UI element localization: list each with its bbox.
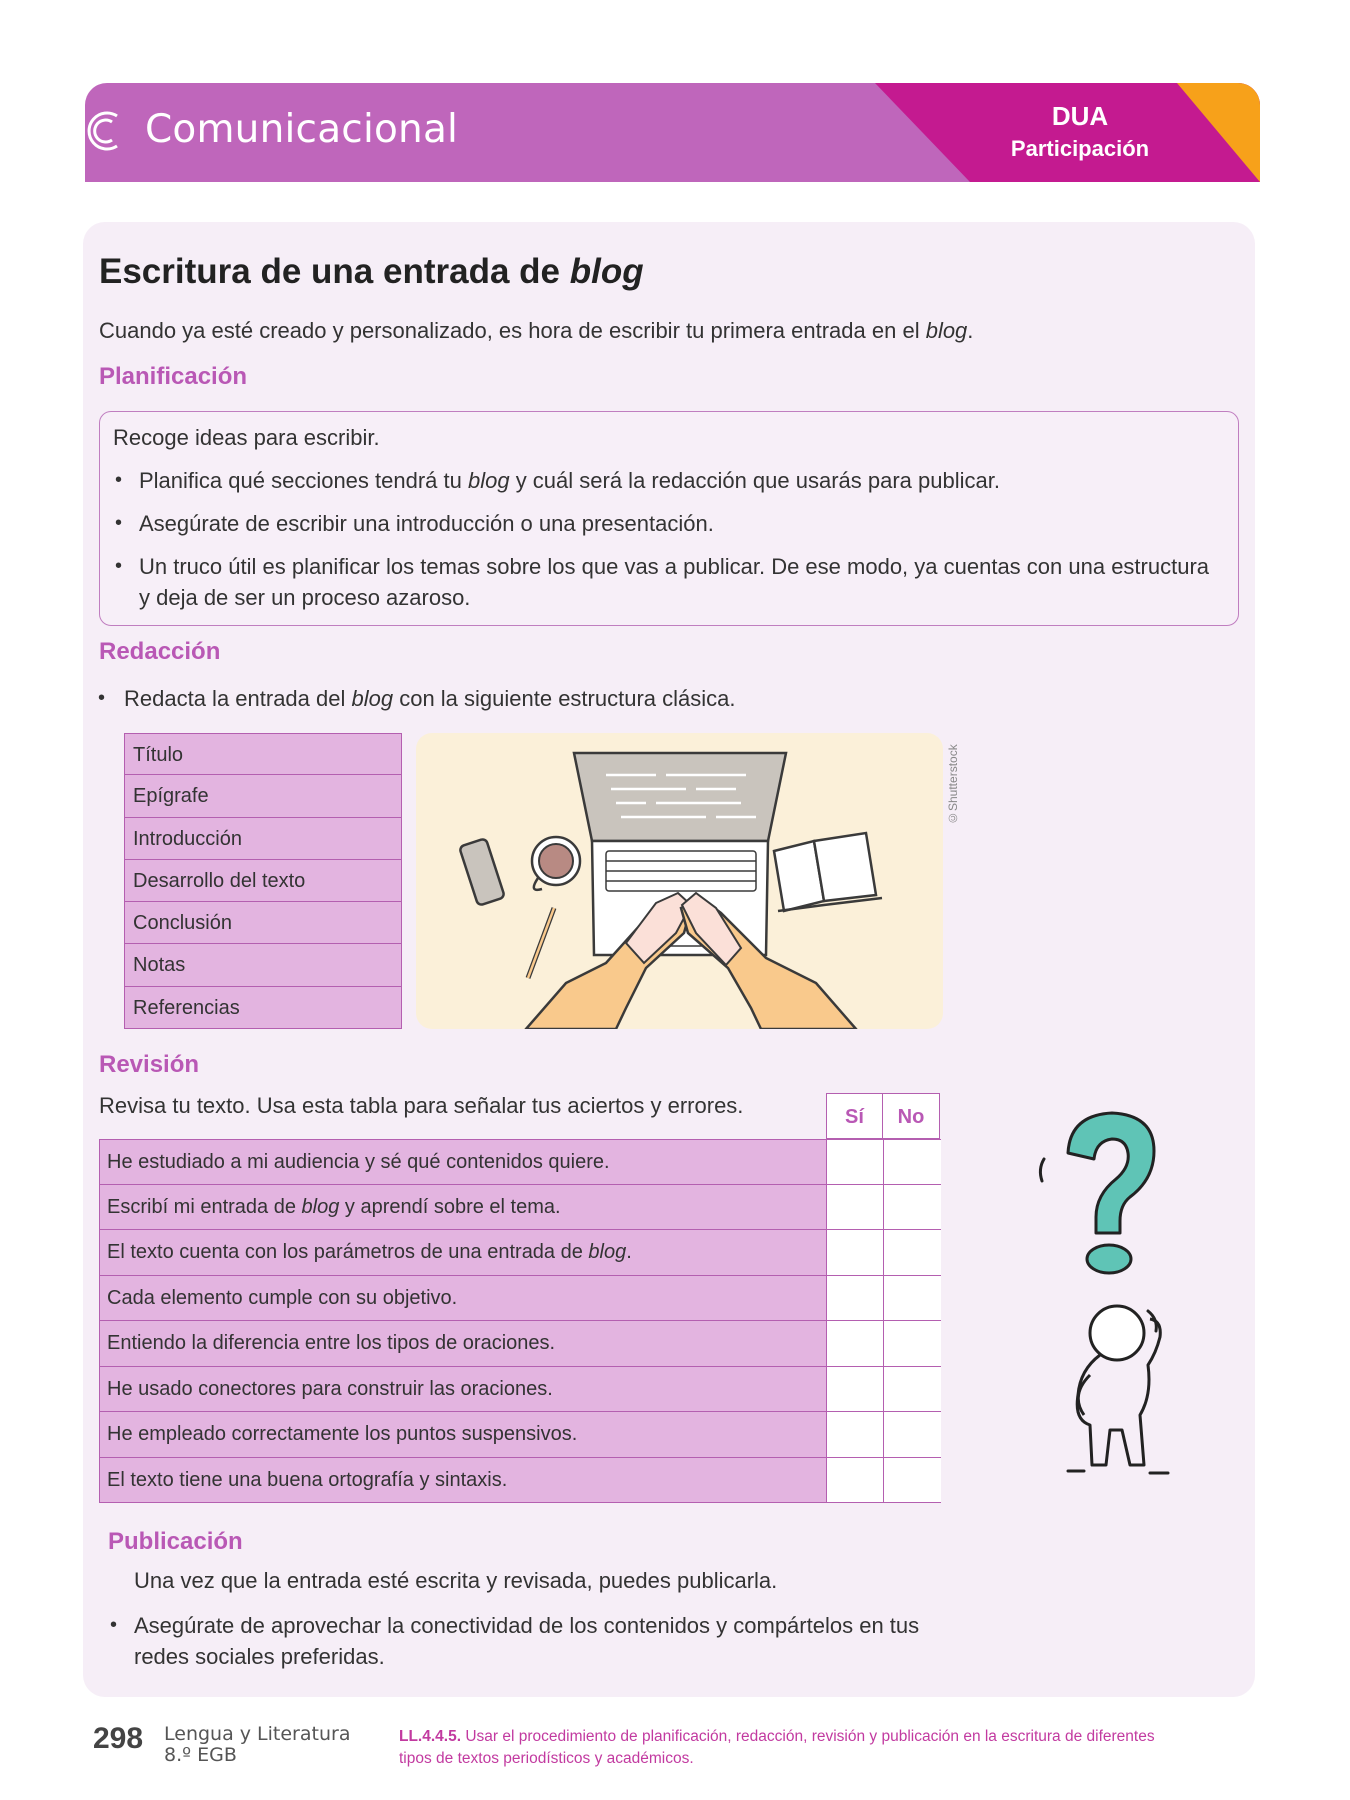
planificacion-bullet-1: • Planifica qué secciones tendrá tu blog y cuál será la redacción que usarás para publicar. bbox=[115, 468, 1000, 493]
yes-checkbox-cell[interactable] bbox=[827, 1412, 884, 1457]
heading-revision: Revisión bbox=[99, 1051, 200, 1078]
criterion-text: He estudiado a mi audiencia y sé qué contenidos quiere. bbox=[100, 1140, 827, 1184]
no-checkbox-cell[interactable] bbox=[884, 1230, 941, 1275]
structure-item: Referencias bbox=[124, 987, 402, 1029]
no-checkbox-cell[interactable] bbox=[884, 1276, 941, 1321]
criterion-text: Escribí mi entrada de blog y aprendí sobre el tema. bbox=[100, 1185, 827, 1230]
structure-item: Epígrafe bbox=[124, 775, 402, 817]
structure-item: Conclusión bbox=[124, 902, 402, 944]
heading-planificacion: Planificación bbox=[99, 363, 248, 390]
table-row bbox=[99, 1412, 941, 1458]
thinking-person-question-icon bbox=[1030, 1105, 1190, 1505]
revision-lead: Revisa tu texto. Usa esta tabla para señalar tus aciertos y errores. bbox=[99, 1093, 744, 1118]
yes-checkbox-cell[interactable] bbox=[827, 1367, 884, 1412]
yes-checkbox-cell[interactable] bbox=[827, 1276, 884, 1321]
table-row bbox=[99, 1276, 941, 1322]
page-number: 298 bbox=[93, 1722, 144, 1755]
yes-checkbox-cell[interactable] bbox=[827, 1185, 884, 1230]
no-checkbox-cell[interactable] bbox=[884, 1367, 941, 1412]
criterion-text: He usado conectores para construir las oraciones. bbox=[100, 1367, 827, 1412]
no-checkbox-cell[interactable] bbox=[884, 1321, 941, 1366]
section-title: Comunicacional bbox=[145, 107, 459, 152]
dua-badge-subtitle: Participación bbox=[1010, 136, 1150, 161]
criterion-text: El texto cuenta con los parámetros de una entrada de blog. bbox=[100, 1230, 827, 1275]
intro-text: Cuando ya esté creado y personalizado, es hora de escribir tu primera entrada en el blog. bbox=[99, 318, 974, 343]
publicacion-bullet: • Asegúrate de aprovechar la conectividad de los contenidos y compártelos en tus redes sociales preferidas. bbox=[110, 1613, 920, 1669]
criterion-text: El texto tiene una buena ortografía y sintaxis. bbox=[100, 1458, 827, 1503]
image-credit: ©Shutterstock bbox=[946, 744, 960, 825]
yes-checkbox-cell[interactable] bbox=[827, 1140, 884, 1184]
dua-badge-title: DUA bbox=[1051, 101, 1109, 131]
column-header-yes: Sí bbox=[826, 1093, 883, 1139]
structure-table bbox=[124, 733, 402, 1029]
table-row bbox=[99, 1367, 941, 1413]
yes-checkbox-cell[interactable] bbox=[827, 1458, 884, 1503]
table-row bbox=[99, 1458, 941, 1504]
yes-checkbox-cell[interactable] bbox=[827, 1321, 884, 1366]
no-checkbox-cell[interactable] bbox=[884, 1458, 941, 1503]
redaccion-bullet: • Redacta la entrada del blog con la siguiente estructura clásica. bbox=[98, 686, 736, 711]
table-row bbox=[99, 1230, 941, 1276]
heading-redaccion: Redacción bbox=[99, 638, 221, 665]
dua-badge bbox=[1005, 101, 1155, 162]
laptop-illustration bbox=[416, 733, 943, 1029]
criterion-text: Cada elemento cumple con su objetivo. bbox=[100, 1276, 827, 1321]
heading-publicacion: Publicación bbox=[108, 1528, 243, 1555]
structure-item: Título bbox=[124, 733, 402, 775]
no-checkbox-cell[interactable] bbox=[884, 1185, 941, 1230]
table-row bbox=[99, 1185, 941, 1231]
revision-table bbox=[99, 1139, 941, 1503]
publicacion-lead: Una vez que la entrada esté escrita y revisada, puedes publicarla. bbox=[134, 1568, 778, 1593]
planificacion-bullet-2: • Asegúrate de escribir una introducción o una presentación. bbox=[115, 511, 714, 536]
section-banner bbox=[85, 83, 1260, 182]
page-title: Escritura de una entrada de blog bbox=[99, 252, 644, 291]
c-logo-icon bbox=[85, 106, 129, 156]
planificacion-lead: Recoge ideas para escribir. bbox=[113, 425, 380, 450]
table-row bbox=[99, 1321, 941, 1367]
no-checkbox-cell[interactable] bbox=[884, 1412, 941, 1457]
structure-item: Desarrollo del texto bbox=[124, 860, 402, 902]
subject-label: Lengua y Literatura 8.º EGB bbox=[164, 1723, 351, 1766]
structure-item: Notas bbox=[124, 944, 402, 986]
criterion-text: Entiendo la diferencia entre los tipos de oraciones. bbox=[100, 1321, 827, 1366]
no-checkbox-cell[interactable] bbox=[884, 1140, 941, 1184]
criterion-text: He empleado correctamente los puntos suspensivos. bbox=[100, 1412, 827, 1457]
column-header-no: No bbox=[883, 1093, 940, 1139]
planificacion-bullet-3: • Un truco útil es planificar los temas sobre los que vas a publicar. De ese modo, ya cuentas con una estructura y deja de ser un proceso azaroso. bbox=[115, 554, 1210, 610]
yes-checkbox-cell[interactable] bbox=[827, 1230, 884, 1275]
structure-item: Introducción bbox=[124, 818, 402, 860]
table-row bbox=[99, 1139, 941, 1185]
curriculum-standard: LL.4.4.5. Usar el procedimiento de planificación, redacción, revisión y publicación en la escritura de diferentes tipos de textos periodísticos y académicos. bbox=[399, 1728, 1155, 1767]
